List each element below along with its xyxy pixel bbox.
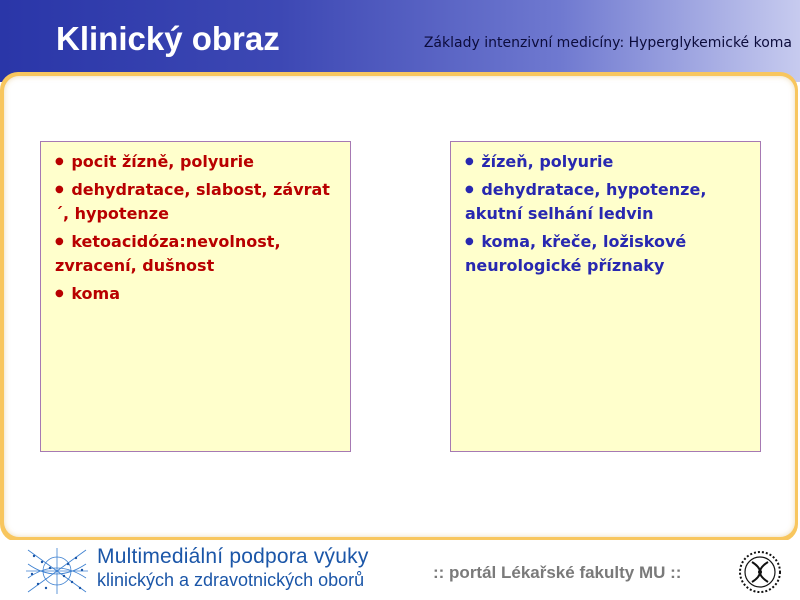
list-item: ● pocit žízně, polyurie	[55, 152, 254, 171]
left-symptom-list	[55, 150, 340, 306]
network-globe-logo-icon	[26, 548, 88, 594]
list-item: ● koma	[55, 284, 120, 303]
list-item: ● koma, křeče, ložiskové neurologické příznaky	[465, 232, 687, 275]
footer-title: Multimediální podpora výuky	[97, 545, 369, 568]
bullet-icon: ●	[55, 288, 64, 299]
list-item: ● dehydratace, slabost, závrat´, hypotenze	[55, 180, 330, 223]
bullet-icon: ●	[55, 236, 64, 247]
portal-link[interactable]: :: portál Lékařské fakulty MU ::	[433, 563, 682, 582]
slide-header	[0, 0, 800, 82]
bullet-icon: ●	[55, 156, 64, 167]
bullet-icon: ●	[465, 184, 474, 195]
right-symptom-list	[465, 150, 750, 278]
bullet-icon: ●	[55, 184, 64, 195]
bullet-icon: ●	[465, 236, 474, 247]
right-symptom-box	[450, 141, 761, 452]
bullet-icon: ●	[465, 156, 474, 167]
slide-title: Klinický obraz	[56, 20, 280, 57]
footer-subtitle: klinických a zdravotnických oborů	[97, 570, 365, 590]
faculty-emblem-icon	[736, 550, 784, 594]
left-symptom-box	[40, 141, 351, 452]
slide-subtitle: Základy intenzivní medicíny: Hyperglykemické koma	[423, 35, 792, 51]
list-item: ● žízeň, polyurie	[465, 152, 614, 171]
list-item: ● ketoacidóza:nevolnost, zvracení, dušnost	[55, 232, 281, 275]
list-item: ● dehydratace, hypotenze, akutní selhání ledvin	[465, 180, 707, 223]
